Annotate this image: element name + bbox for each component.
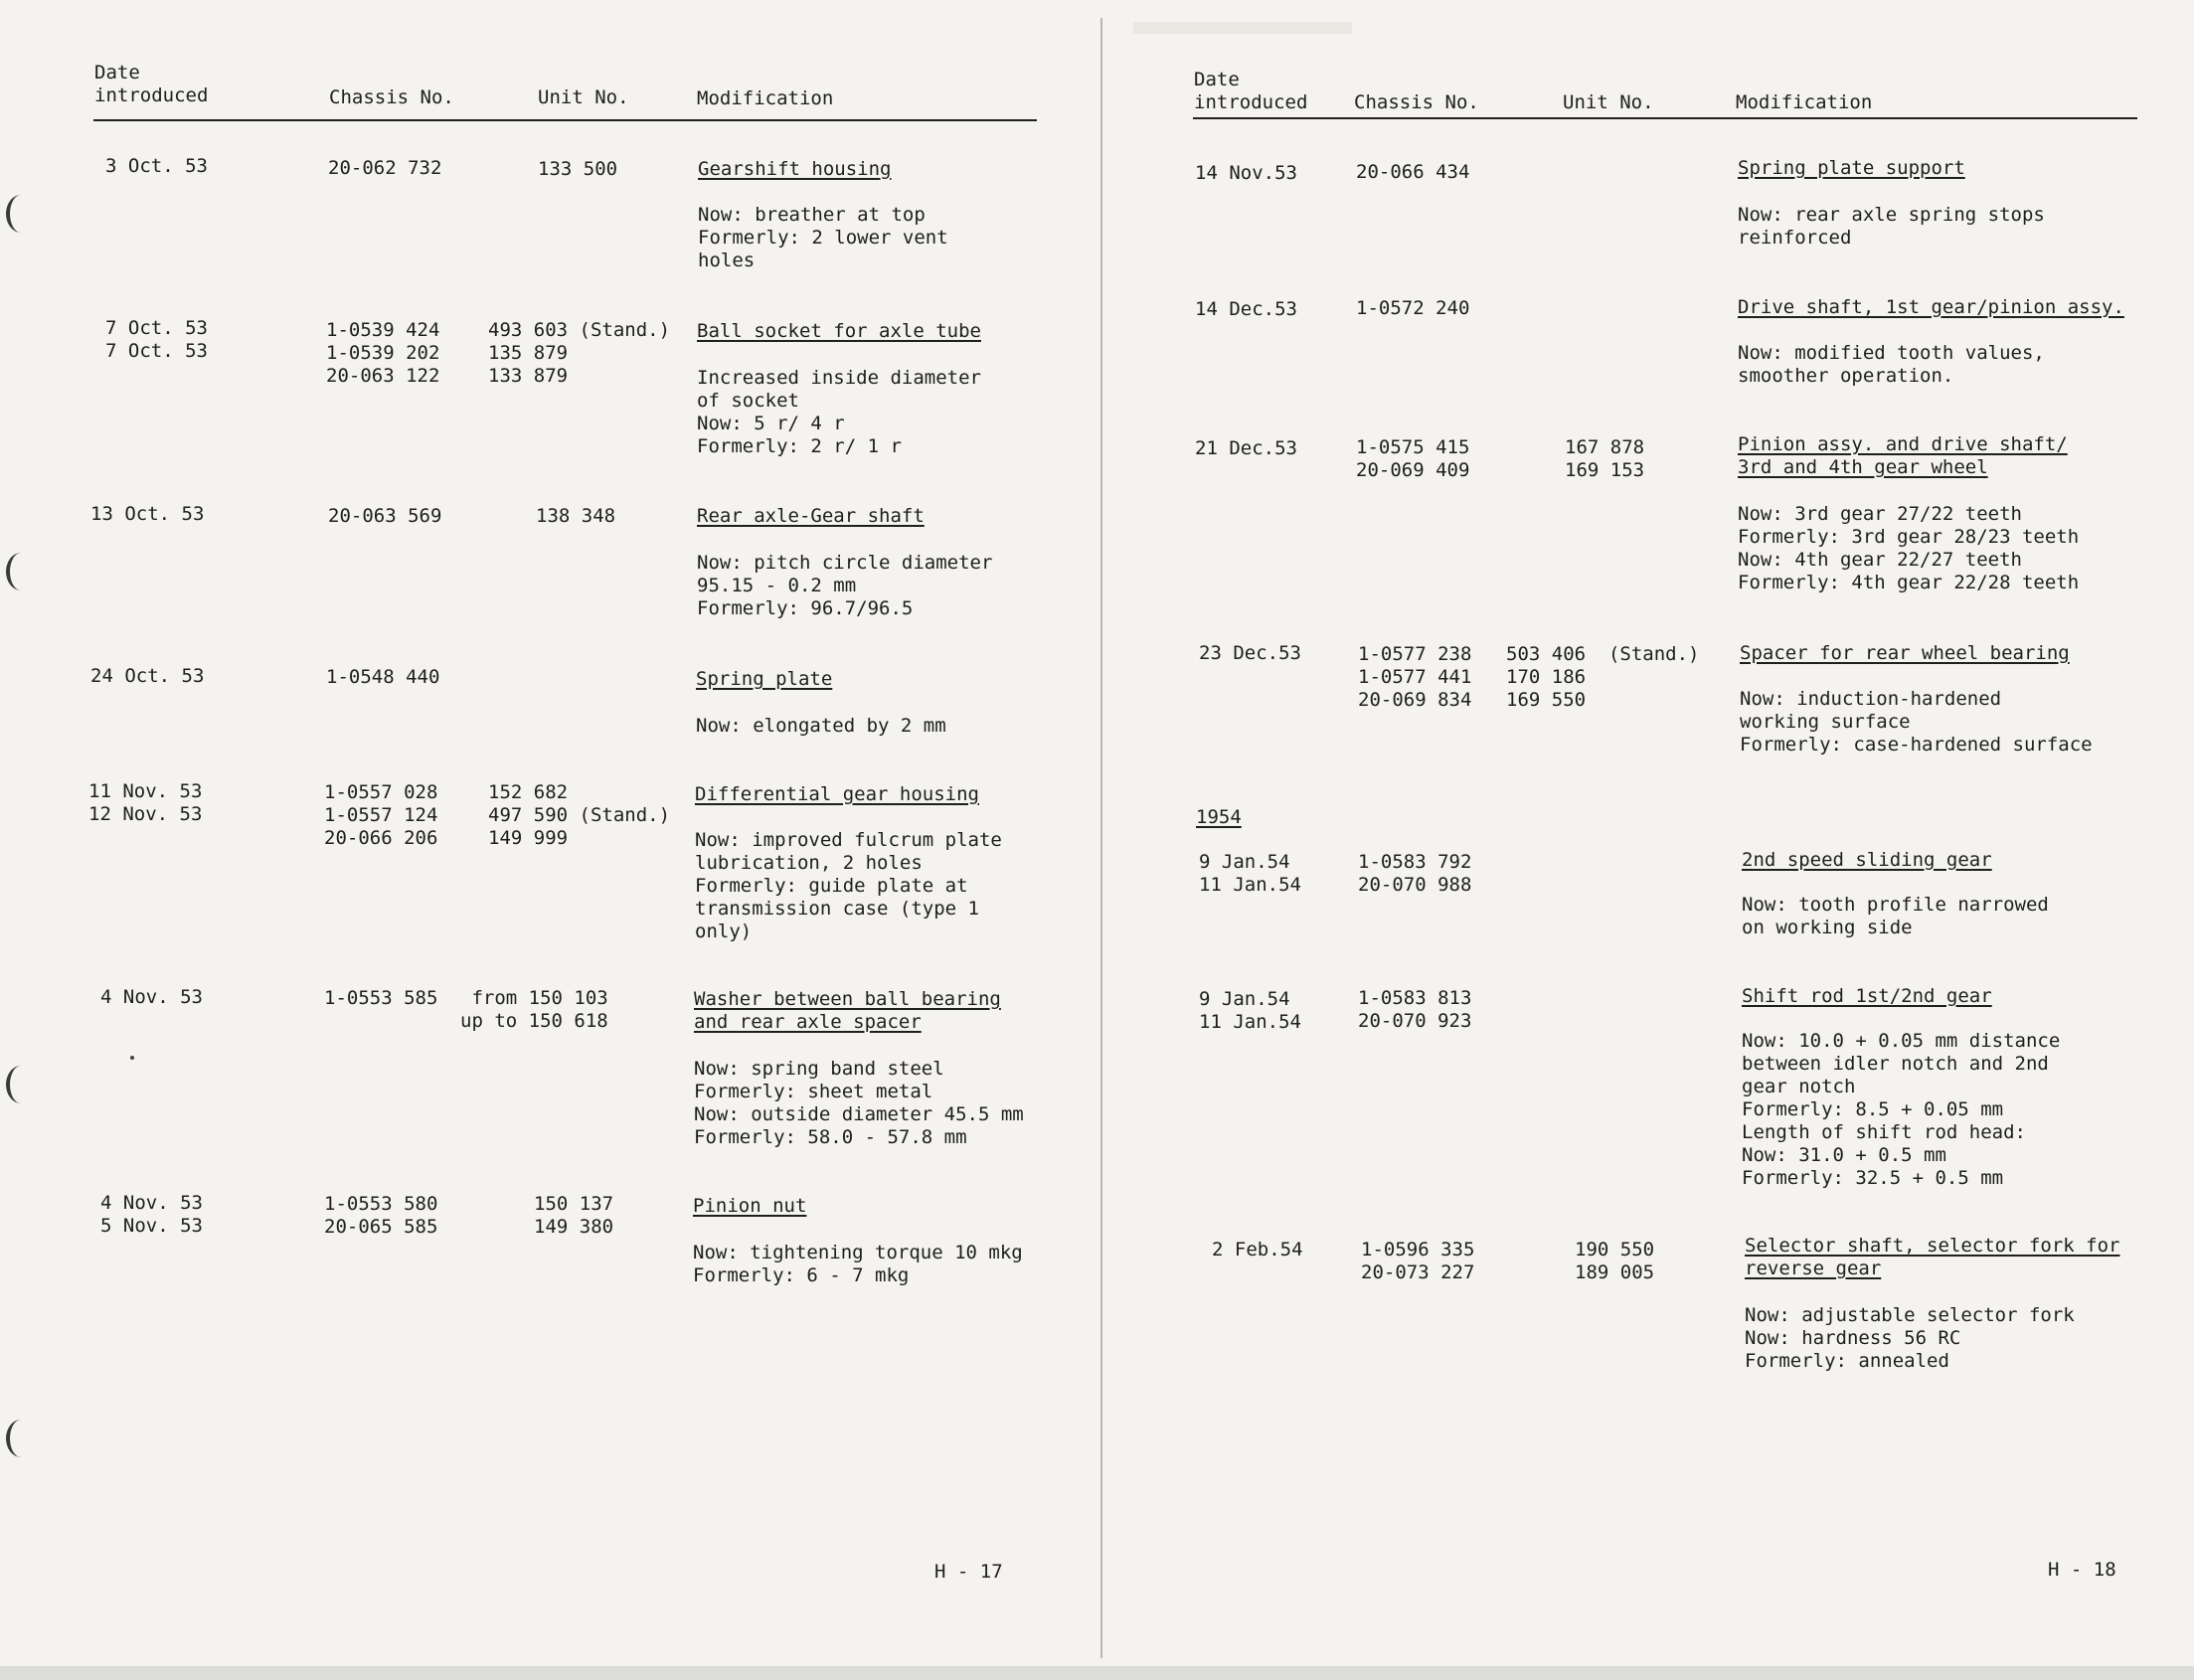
entry-date: 23 Dec.53 xyxy=(1199,642,1301,664)
year-label: 1954 xyxy=(1196,806,1242,828)
entry-unit: 133 500 xyxy=(538,158,618,180)
entry-title: Pinion assy. and drive shaft/ 3rd and 4th gear wheel xyxy=(1738,433,2068,478)
entry-title: Rear axle-Gear shaft xyxy=(697,505,925,527)
entry-unit: 167 878 169 153 xyxy=(1565,436,1645,481)
entry-details: Increased inside diameter of socket Now: 5 r/ 4 r Formerly: 2 r/ 1 r xyxy=(697,367,981,457)
entry-details: Now: modified tooth values, smoother operation. xyxy=(1738,342,2045,387)
entry-unit: 493 603 (Stand.) 135 879 133 879 xyxy=(488,319,671,387)
header-date: Date introduced xyxy=(1194,69,1308,113)
entry-title: Washer between ball bearing and rear axle spacer xyxy=(694,988,1001,1033)
entry-details: Now: adjustable selector fork Now: hardness 56 RC Formerly: annealed xyxy=(1745,1304,2075,1372)
entry-date: 21 Dec.53 xyxy=(1195,437,1297,459)
entry-date: 3 Oct. 53 xyxy=(105,155,208,177)
entry-chassis: 1-0583 813 20-070 923 xyxy=(1358,987,1472,1032)
entry-details: Now: induction-hardened working surface Formerly: case-hardened surface xyxy=(1740,688,2093,756)
header-chassis: Chassis No. xyxy=(329,86,454,108)
entry-title: Ball socket for axle tube xyxy=(697,320,981,342)
entry-chassis: 1-0553 585 xyxy=(324,987,438,1009)
entry-title: Spacer for rear wheel bearing xyxy=(1740,642,2070,664)
entry-unit: 138 348 xyxy=(536,505,616,527)
entry-details: Now: spring band steel Formerly: sheet metal Now: outside diameter 45.5 mm Formerly: 58.0 - 57.8 mm xyxy=(694,1058,1024,1148)
entry-chassis: 20-063 569 xyxy=(328,505,442,527)
entry-title: Differential gear housing xyxy=(695,783,979,805)
entry-title: Drive shaft, 1st gear/pinion assy. xyxy=(1738,296,2124,318)
entry-unit: 150 137 149 380 xyxy=(534,1193,614,1238)
entry-title: Pinion nut xyxy=(693,1195,807,1217)
header-date: Date introduced xyxy=(94,62,209,106)
header-chassis: Chassis No. xyxy=(1354,91,1479,113)
entry-date: 11 Nov. 53 12 Nov. 53 xyxy=(88,780,203,825)
header-rule xyxy=(1193,117,2137,119)
entry-title: Spring plate xyxy=(696,668,833,690)
page-number: H - 17 xyxy=(934,1561,1003,1583)
header-modification: Modification xyxy=(697,87,834,109)
entry-unit: 503 406 (Stand.) 170 186 169 550 xyxy=(1506,643,1700,711)
entry-chassis: 20-062 732 xyxy=(328,157,442,179)
entry-unit: 152 682 497 590 (Stand.) 149 999 xyxy=(488,781,671,849)
entry-chassis: 1-0548 440 xyxy=(326,666,440,688)
entry-details: Now: 3rd gear 27/22 teeth Formerly: 3rd gear 28/23 teeth Now: 4th gear 22/27 teeth Formerly: 4th gear 22/28 teeth xyxy=(1738,503,2080,593)
entry-unit: 190 550 189 005 xyxy=(1575,1239,1655,1283)
entry-title: Spring plate support xyxy=(1738,157,1965,179)
entry-chassis: 1-0557 028 1-0557 124 20-066 206 xyxy=(324,781,438,849)
entry-chassis: 1-0572 240 xyxy=(1356,297,1470,319)
entry-date: 14 Nov.53 xyxy=(1195,162,1297,184)
entry-chassis: 1-0596 335 20-073 227 xyxy=(1361,1239,1475,1283)
entry-date: 13 Oct. 53 xyxy=(90,503,205,525)
entry-details: Now: pitch circle diameter 95.15 - 0.2 mm Formerly: 96.7/96.5 xyxy=(697,552,993,619)
entry-title: Selector shaft, selector fork for reverse gear xyxy=(1745,1235,2120,1279)
header-unit: Unit No. xyxy=(1563,91,1654,113)
entry-title: 2nd speed sliding gear xyxy=(1742,849,1992,871)
entry-date: 24 Oct. 53 xyxy=(90,665,205,687)
entry-date: 14 Dec.53 xyxy=(1195,298,1297,320)
entry-date: 4 Nov. 53 xyxy=(100,986,203,1008)
page-number: H - 18 xyxy=(2048,1559,2116,1581)
entry-date: 9 Jan.54 11 Jan.54 xyxy=(1199,851,1301,896)
entry-chassis: 1-0539 424 1-0539 202 20-063 122 xyxy=(326,319,440,387)
entry-date: 2 Feb.54 xyxy=(1212,1239,1303,1260)
page-right xyxy=(1098,0,2194,1680)
entry-date: 9 Jan.54 11 Jan.54 xyxy=(1199,988,1301,1033)
entry-details: Now: 10.0 + 0.05 mm distance between idler notch and 2nd gear notch Formerly: 8.5 + 0.05 mm Length of shift rod head: Now: 31.0 + 0.5 mm Formerly: 32.5 + 0.5 mm xyxy=(1742,1030,2061,1189)
entry-date: 7 Oct. 53 7 Oct. 53 xyxy=(105,317,208,362)
entry-date: 4 Nov. 53 5 Nov. 53 xyxy=(100,1192,203,1237)
header-unit: Unit No. xyxy=(538,86,629,108)
entry-title: Gearshift housing xyxy=(698,158,892,180)
entry-chassis: 1-0577 238 1-0577 441 20-069 834 xyxy=(1358,643,1472,711)
entry-details: Now: tooth profile narrowed on working side xyxy=(1742,894,2049,938)
entry-unit: from 150 103 up to 150 618 xyxy=(460,987,608,1032)
header-modification: Modification xyxy=(1736,91,1873,113)
entry-title: Shift rod 1st/2nd gear xyxy=(1742,985,1992,1007)
entry-details: Now: breather at top Formerly: 2 lower vent holes xyxy=(698,204,948,271)
header-rule xyxy=(93,119,1037,121)
entry-chassis: 1-0575 415 20-069 409 xyxy=(1356,436,1470,481)
entry-details: Now: elongated by 2 mm xyxy=(696,715,946,737)
entry-chassis: 20-066 434 xyxy=(1356,161,1470,183)
entry-details: Now: rear axle spring stops reinforced xyxy=(1738,204,2045,249)
entry-chassis: 1-0553 580 20-065 585 xyxy=(324,1193,438,1238)
entry-details: Now: improved fulcrum plate lubrication, 2 holes Formerly: guide plate at transmission case (type 1 only) xyxy=(695,829,1002,942)
entry-details: Now: tightening torque 10 mkg Formerly: 6 - 7 mkg xyxy=(693,1242,1023,1286)
entry-chassis: 1-0583 792 20-070 988 xyxy=(1358,851,1472,896)
